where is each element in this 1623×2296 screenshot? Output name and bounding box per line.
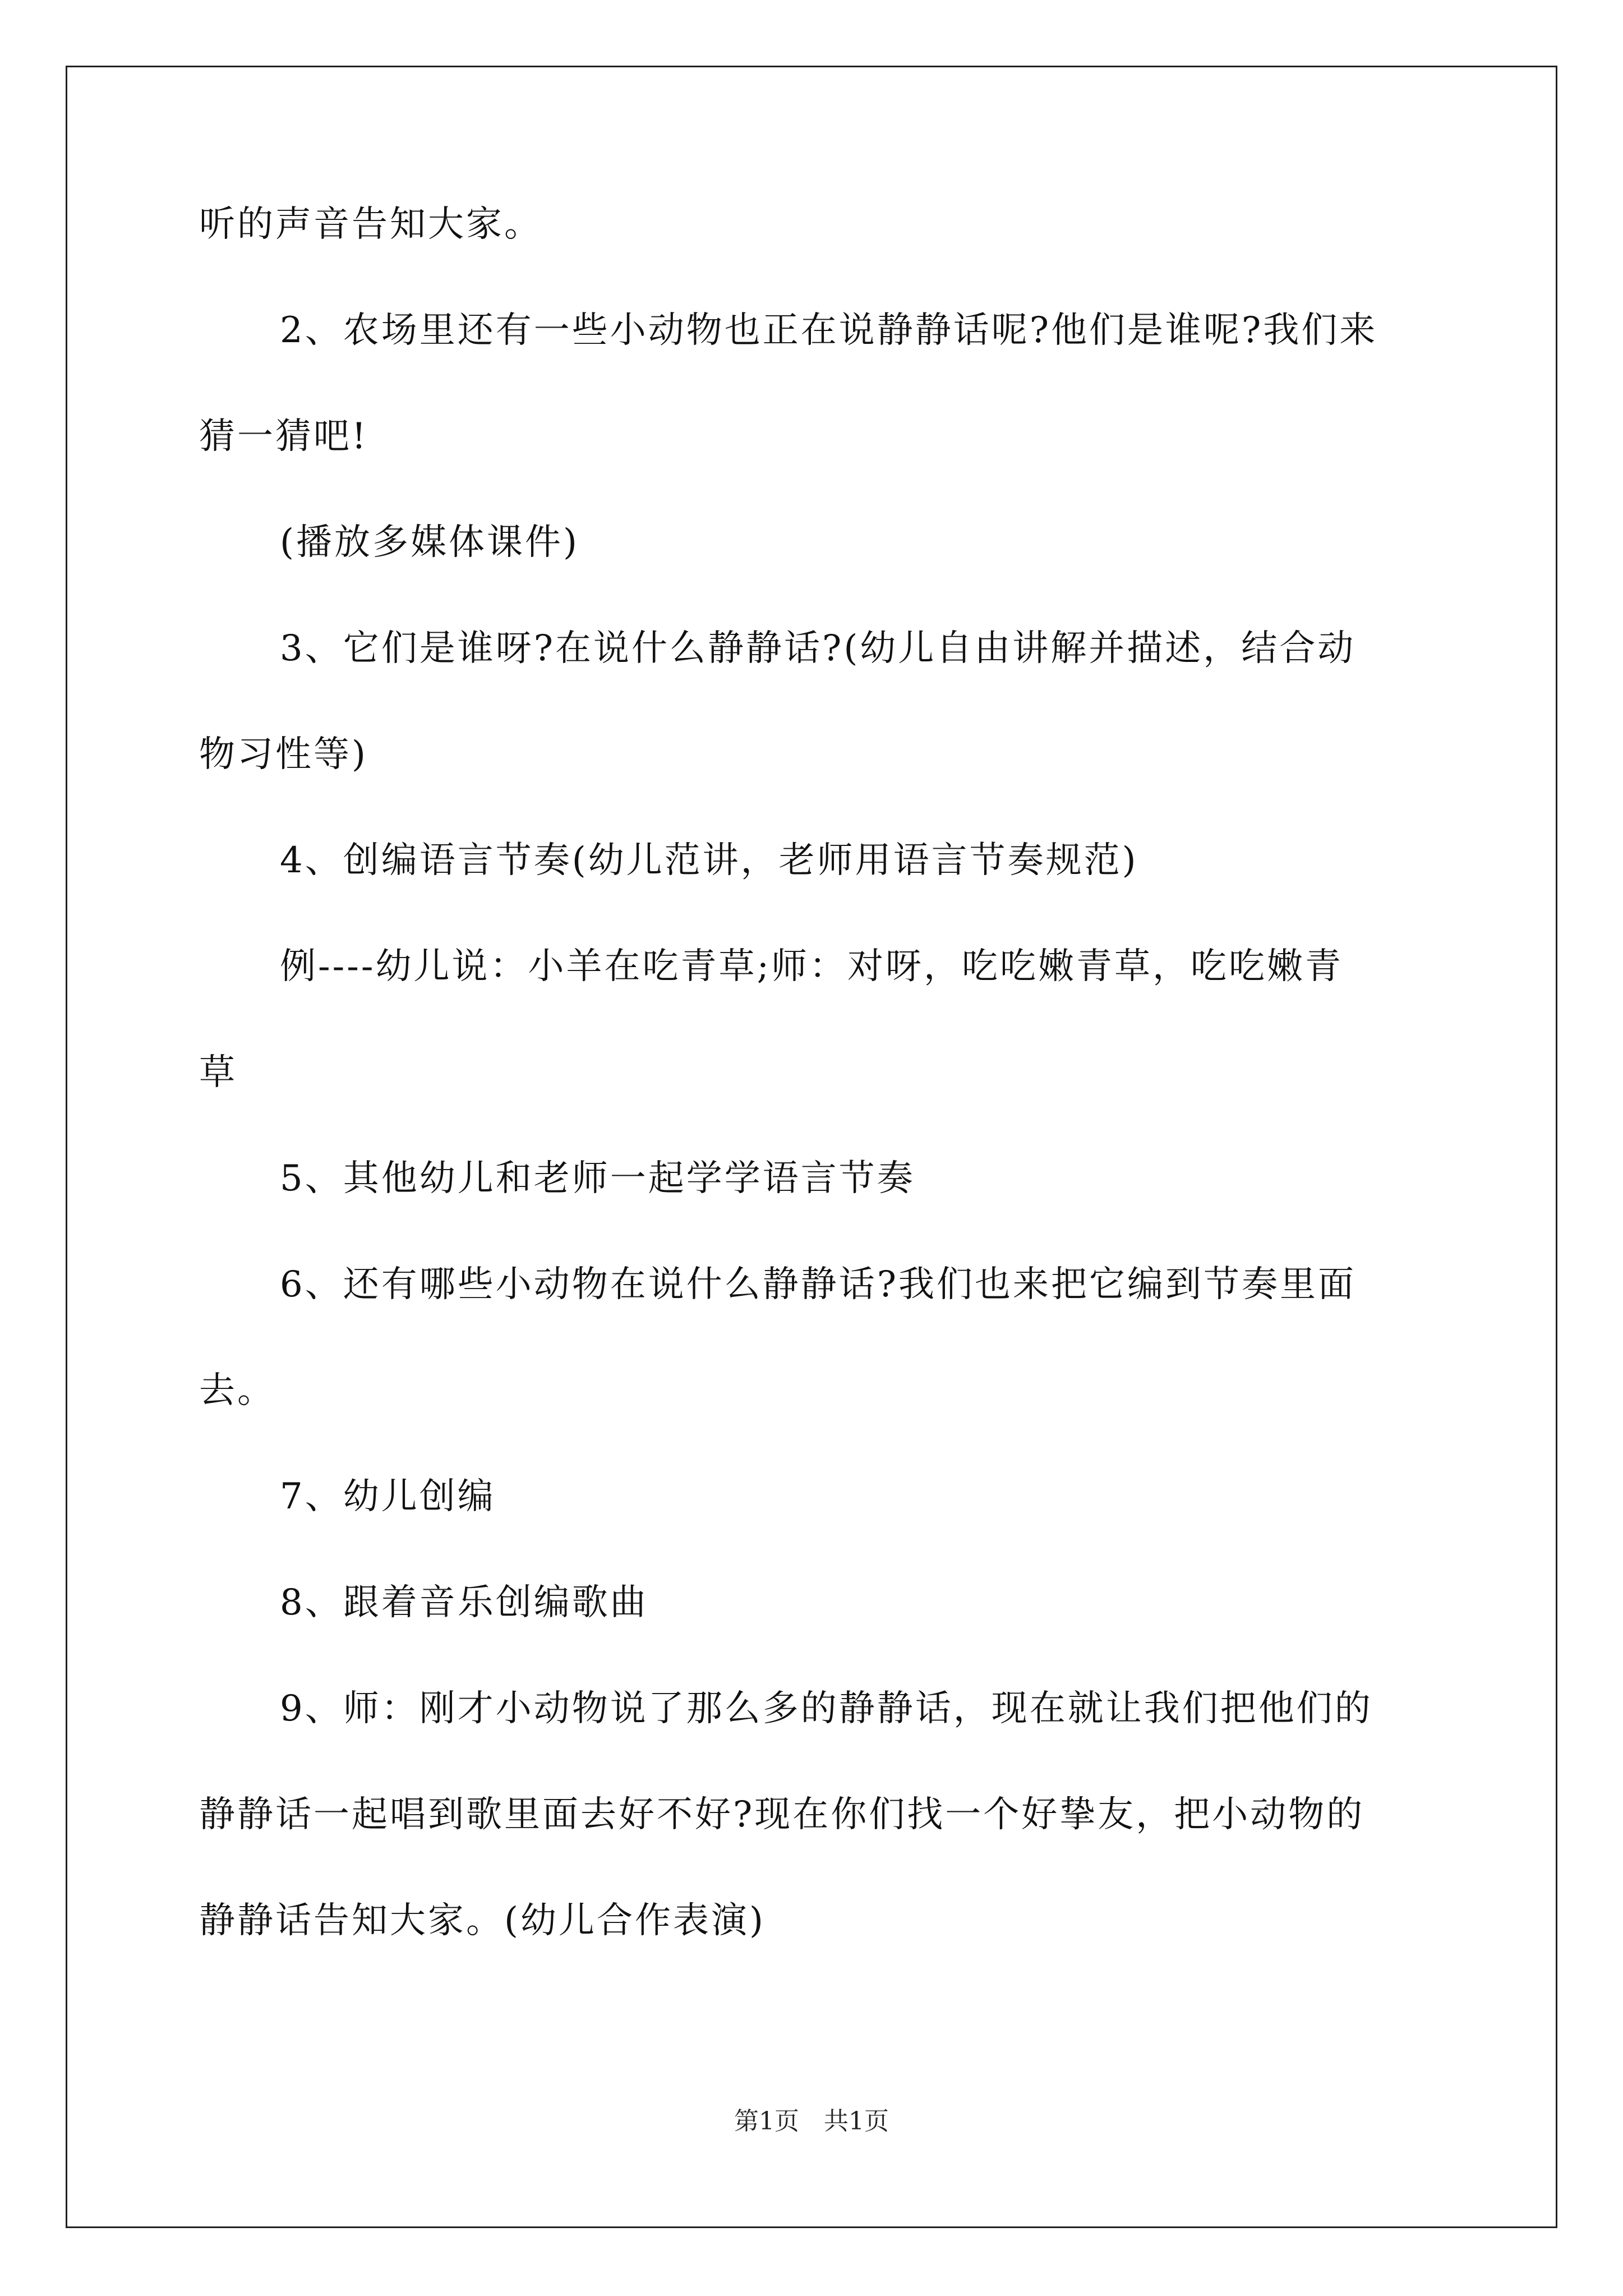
text-line: 6、还有哪些小动物在说什么静静话?我们也来把它编到节奏里面	[280, 1264, 1357, 1305]
text-line: 静静话告知大家。(幼儿合作表演)	[199, 1900, 766, 1941]
text-line: 草	[199, 1052, 237, 1093]
text-line: 去。	[199, 1370, 275, 1411]
text-line: 9、师：刚才小动物说了那么多的静静话，现在就让我们把他们的	[280, 1688, 1373, 1729]
text-line: 2、农场里还有一些小动物也正在说静静话呢?他们是谁呢?我们来	[280, 310, 1378, 351]
text-line: 例----幼儿说：小羊在吃青草;师：对呀，吃吃嫩青草，吃吃嫩青	[280, 946, 1344, 987]
text-line: 8、跟着音乐创编歌曲	[280, 1582, 648, 1623]
text-line: 猜一猜吧!	[199, 416, 368, 457]
page-number: 第1页 共1页	[734, 2107, 889, 2136]
text-line: 听的声音告知大家。	[199, 204, 542, 245]
text-line: 7、幼儿创编	[280, 1476, 496, 1517]
text-line: 静静话一起唱到歌里面去好不好?现在你们找一个好挚友，把小动物的	[199, 1794, 1365, 1835]
text-line: (播放多媒体课件)	[280, 522, 579, 563]
text-line: 4、创编语言节奏(幼儿范讲，老师用语言节奏规范)	[280, 840, 1138, 881]
text-line: 3、它们是谁呀?在说什么静静话?(幼儿自由讲解并描述，结合动	[280, 628, 1356, 669]
text-line: 5、其他幼儿和老师一起学学语言节奏	[280, 1158, 915, 1199]
text-line: 物习性等)	[199, 734, 368, 775]
